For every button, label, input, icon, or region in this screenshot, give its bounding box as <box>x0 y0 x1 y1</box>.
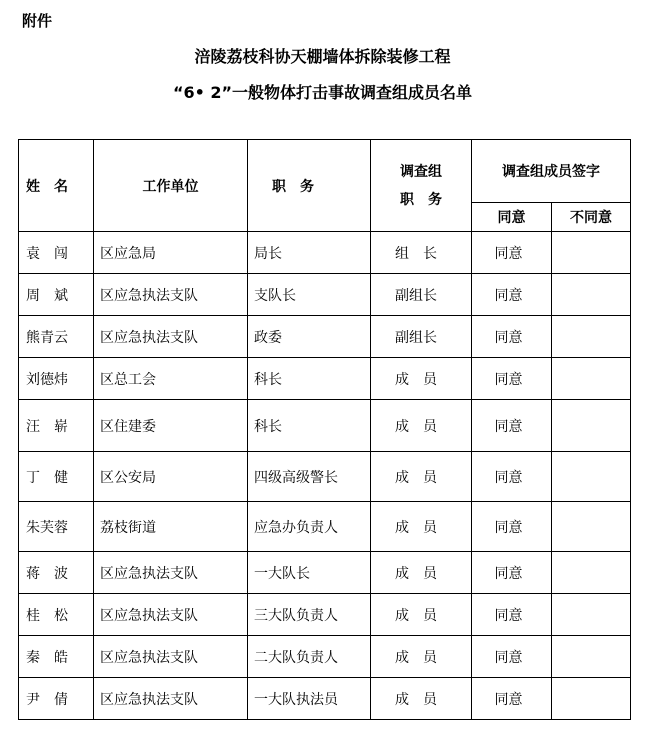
member-name: 熊青云 <box>19 316 94 358</box>
member-group-role: 成 员 <box>371 678 472 720</box>
member-agree: 同意 <box>472 358 552 400</box>
member-name: 汪 崭 <box>19 400 94 452</box>
table-row <box>19 552 631 594</box>
header-position: 职 务 <box>248 140 371 232</box>
header-agree: 同意 <box>472 203 552 232</box>
document-title-line2: “6• 2”一般物体打击事故调查组成员名单 <box>172 83 473 102</box>
member-unit: 区总工会 <box>94 358 248 400</box>
member-agree: 同意 <box>472 636 552 678</box>
member-position: 政委 <box>248 316 371 358</box>
table-row <box>19 274 631 316</box>
member-position: 一大队长 <box>248 552 371 594</box>
header-group-role-line2: 职 务 <box>400 191 442 208</box>
member-group-role: 组 长 <box>371 232 472 274</box>
member-unit: 区应急执法支队 <box>94 552 248 594</box>
member-agree: 同意 <box>472 274 552 316</box>
table-body <box>19 232 631 720</box>
member-agree: 同意 <box>472 552 552 594</box>
member-name: 朱芙蓉 <box>19 502 94 552</box>
member-disagree <box>552 552 631 594</box>
document-title-line1: 涪陵荔枝科协天棚墙体拆除装修工程 <box>194 47 451 66</box>
member-agree: 同意 <box>472 452 552 502</box>
member-agree: 同意 <box>472 400 552 452</box>
member-unit: 区公安局 <box>94 452 248 502</box>
header-name: 姓 名 <box>19 140 94 232</box>
header-unit: 工作单位 <box>94 140 248 232</box>
member-disagree <box>552 502 631 552</box>
member-agree: 同意 <box>472 594 552 636</box>
member-group-role: 成 员 <box>371 452 472 502</box>
table-row <box>19 636 631 678</box>
member-position: 局长 <box>248 232 371 274</box>
table-row <box>19 452 631 502</box>
member-unit: 区应急执法支队 <box>94 678 248 720</box>
table-row <box>19 316 631 358</box>
table-row <box>19 400 631 452</box>
member-name: 尹 倩 <box>19 678 94 720</box>
member-group-role: 副组长 <box>371 316 472 358</box>
table-row <box>19 678 631 720</box>
member-unit: 区应急执法支队 <box>94 594 248 636</box>
member-disagree <box>552 636 631 678</box>
member-position: 二大队负责人 <box>248 636 371 678</box>
member-position: 应急办负责人 <box>248 502 371 552</box>
attachment-label: 附件 <box>22 12 53 30</box>
header-signature: 调查组成员签字 <box>472 140 631 203</box>
member-name: 蒋 波 <box>19 552 94 594</box>
member-group-role: 成 员 <box>371 358 472 400</box>
member-name: 丁 健 <box>19 452 94 502</box>
member-agree: 同意 <box>472 232 552 274</box>
member-name: 刘德炜 <box>19 358 94 400</box>
member-position: 四级高级警长 <box>248 452 371 502</box>
header-disagree: 不同意 <box>552 203 631 232</box>
member-unit: 区应急执法支队 <box>94 274 248 316</box>
member-disagree <box>552 400 631 452</box>
member-name: 袁 闯 <box>19 232 94 274</box>
table-row <box>19 358 631 400</box>
member-agree: 同意 <box>472 316 552 358</box>
table-row <box>19 502 631 552</box>
member-unit: 区住建委 <box>94 400 248 452</box>
member-group-role: 成 员 <box>371 552 472 594</box>
member-disagree <box>552 316 631 358</box>
member-group-role: 成 员 <box>371 594 472 636</box>
member-position: 科长 <box>248 358 371 400</box>
header-group-role <box>371 140 472 232</box>
member-unit: 荔枝街道 <box>94 502 248 552</box>
member-group-role: 成 员 <box>371 400 472 452</box>
member-disagree <box>552 452 631 502</box>
header-group-role-line1: 调查组 <box>400 163 442 180</box>
member-unit: 区应急局 <box>94 232 248 274</box>
member-unit: 区应急执法支队 <box>94 316 248 358</box>
table-row <box>19 594 631 636</box>
member-position: 三大队负责人 <box>248 594 371 636</box>
member-name: 周 斌 <box>19 274 94 316</box>
member-agree: 同意 <box>472 678 552 720</box>
members-table <box>18 139 631 720</box>
member-position: 一大队执法员 <box>248 678 371 720</box>
member-position: 支队长 <box>248 274 371 316</box>
member-group-role: 成 员 <box>371 636 472 678</box>
member-position: 科长 <box>248 400 371 452</box>
member-group-role: 成 员 <box>371 502 472 552</box>
member-disagree <box>552 358 631 400</box>
member-disagree <box>552 274 631 316</box>
member-unit: 区应急执法支队 <box>94 636 248 678</box>
member-disagree <box>552 232 631 274</box>
member-name: 秦 皓 <box>19 636 94 678</box>
member-name: 桂 松 <box>19 594 94 636</box>
member-agree: 同意 <box>472 502 552 552</box>
member-disagree <box>552 678 631 720</box>
member-disagree <box>552 594 631 636</box>
member-group-role: 副组长 <box>371 274 472 316</box>
table-row <box>19 232 631 274</box>
